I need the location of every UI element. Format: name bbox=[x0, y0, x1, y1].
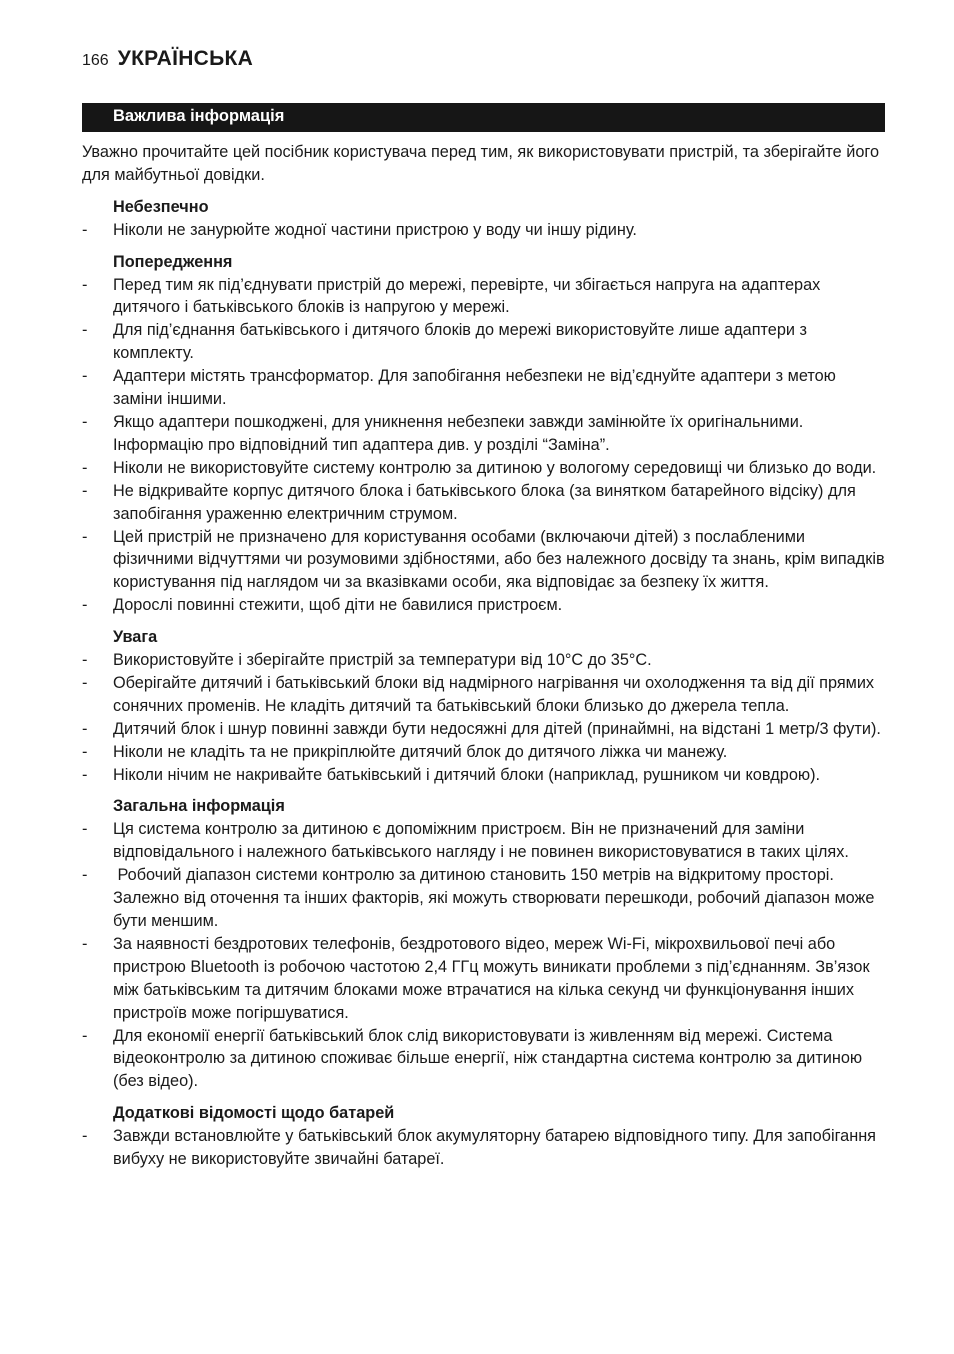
list-item bbox=[82, 818, 888, 864]
list-item bbox=[82, 1125, 888, 1171]
bullet-dash: - bbox=[82, 866, 88, 885]
bullet-dash: - bbox=[82, 481, 88, 500]
list-item bbox=[82, 526, 888, 595]
list-item bbox=[82, 480, 888, 526]
bullet-dash: - bbox=[82, 934, 88, 953]
list-item-text: Ніколи не занурюйте жодної частини пристрою у воду чи іншу рідину. bbox=[113, 220, 637, 239]
list-item-text: Оберігайте дитячий і батьківський блоки від надмірного нагрівання чи охолодження та від дії прямих сонячних променів. Не кладіть дитячий та батьківський блоки близько до джерела тепла. bbox=[113, 673, 879, 715]
bullet-dash: - bbox=[82, 651, 88, 670]
warning-group bbox=[82, 251, 888, 618]
list-item bbox=[82, 274, 888, 320]
bullet-dash: - bbox=[82, 412, 88, 431]
list-item bbox=[82, 764, 888, 787]
list-item-text: Дорослі повинні стежити, щоб діти не бавилися пристроєм. bbox=[113, 596, 563, 615]
list-item bbox=[82, 411, 888, 457]
list-item bbox=[82, 1025, 888, 1094]
list-item bbox=[82, 933, 888, 1025]
list-item-text: Якщо адаптери пошкоджені, для уникнення небезпеки завжди замінюйте їх оригінальними. Інформацію про відповідний тип адаптера див. у розділі “Заміна”. bbox=[113, 412, 808, 454]
warning-groups bbox=[82, 196, 888, 1171]
list-item-text: Цей пристрій не призначено для користування особами (включаючи дітей) з послабленими фізичними відчуттями чи розумовими здібностями, або без належного досвіду та знань, крім випадків користування під наглядом чи за вказівками особи, яка відповідає за безпеку їх життя. bbox=[113, 527, 890, 592]
list-item bbox=[82, 672, 888, 718]
list-item-text: Для економії енергії батьківський блок слід використовувати із живленням від мережі. Система відеоконтролю за дитиною споживає більше енергії, ніж стандартна система контролю за дитиною (без відео). bbox=[113, 1026, 867, 1091]
list-item bbox=[82, 365, 888, 411]
bullet-dash: - bbox=[82, 527, 88, 546]
list-item-text: Ніколи не використовуйте систему контролю за дитиною у вологому середовищі чи близько до води. bbox=[113, 458, 877, 477]
list-item-text: Робочий діапазон системи контролю за дитиною становить 150 метрів на відкритому просторі. Залежно від оточення та інших факторів, які можуть створювати перешкоди, робочий діапазон може бути меншим. bbox=[113, 866, 879, 930]
bullet-dash: - bbox=[82, 321, 88, 340]
page-header bbox=[82, 47, 253, 71]
list-item-text: Не відкривайте корпус дитячого блока і батьківського блока (за винятком батарейного відсіку) для запобігання ураженню електричним струмом. bbox=[113, 481, 861, 523]
group-heading: Додаткові відомості щодо батарей bbox=[113, 1104, 395, 1123]
list-item-text: Перед тим як під’єднувати пристрій до мережі, перевірте, чи збігається напруга на адаптерах дитячого і батьківського блоків із напругою у мережі. bbox=[113, 275, 825, 317]
list-item-text: За наявності бездротових телефонів, бездротового відео, мереж Wi-Fi, мікрохвильової печі або пристрою Bluetooth із робочою частотою 2,4 ГГц можуть виникати проблеми з під’єднанням. Зв’язок між батьківським та дитячим блоками може втрачатися на кілька секунд чи функціонування інших пристроїв може погіршуватися. bbox=[113, 934, 875, 1022]
list-item-text: Ніколи не кладіть та не прикріплюйте дитячий блок до дитячого ліжка чи манежу. bbox=[113, 742, 728, 761]
warning-group bbox=[82, 196, 888, 242]
list-item bbox=[82, 457, 888, 480]
section-title-bar bbox=[82, 103, 885, 132]
list-item-text: Адаптери містять трансформатор. Для запобігання небезпеки не від’єднуйте адаптери з метою заміни іншими. bbox=[113, 367, 841, 409]
list-item bbox=[82, 718, 888, 741]
list-item-text: Ця система контролю за дитиною є допоміжним пристроєм. Він не призначений для заміни відповідального і належного батьківського нагляду і не повинен використовуватися в таких цілях. bbox=[113, 820, 849, 862]
bullet-dash: - bbox=[82, 458, 88, 477]
bullet-dash: - bbox=[82, 820, 88, 839]
warning-group bbox=[82, 626, 888, 786]
list-item bbox=[82, 594, 888, 617]
section-title: Важлива інформація bbox=[113, 107, 285, 125]
list-item-text: Для під’єднання батьківського і дитячого блоків до мережі використовуйте лише адаптери з комплекту. bbox=[113, 321, 812, 363]
bullet-dash: - bbox=[82, 367, 88, 386]
list-item bbox=[82, 741, 888, 764]
bullet-dash: - bbox=[82, 1127, 88, 1146]
list-item-text: Завжди встановлюйте у батьківський блок акумуляторну батарею відповідного типу. Для запобігання вибуху не використовуйте звичайні батареї. bbox=[113, 1127, 881, 1169]
list-item bbox=[82, 649, 888, 672]
bullet-dash: - bbox=[82, 596, 88, 615]
list-item bbox=[82, 319, 888, 365]
page-number: 166 bbox=[82, 52, 109, 69]
list-item-text: Дитячий блок і шнур повинні завжди бути недосяжні для дітей (принаймні, на відстані 1 метр/3 фути). bbox=[113, 719, 881, 738]
list-item bbox=[82, 864, 888, 933]
group-heading: Небезпечно bbox=[113, 197, 209, 216]
group-heading: Загальна інформація bbox=[113, 797, 285, 816]
page-content bbox=[82, 141, 888, 1180]
list-item bbox=[82, 219, 888, 242]
language-title: УКРАЇНСЬКА bbox=[117, 47, 254, 70]
bullet-dash: - bbox=[82, 220, 88, 239]
bullet-dash: - bbox=[82, 719, 88, 738]
list-item-text: Ніколи нічим не накривайте батьківський і дитячий блоки (наприклад, рушником чи ковдрою). bbox=[113, 765, 821, 784]
bullet-dash: - bbox=[82, 1026, 88, 1045]
warning-group bbox=[82, 795, 888, 1093]
list-item-text: Використовуйте і зберігайте пристрій за температури від 10°C до 35°C. bbox=[113, 651, 652, 670]
bullet-dash: - bbox=[82, 673, 88, 692]
group-heading: Увага bbox=[113, 628, 158, 647]
intro-paragraph: Уважно прочитайте цей посібник користувача перед тим, як використовувати пристрій, та зберігайте його для майбутньої довідки. bbox=[82, 143, 880, 184]
bullet-dash: - bbox=[82, 742, 88, 761]
bullet-dash: - bbox=[82, 275, 88, 294]
warning-group bbox=[82, 1102, 888, 1171]
group-heading: Попередження bbox=[113, 252, 233, 271]
bullet-dash: - bbox=[82, 765, 88, 784]
